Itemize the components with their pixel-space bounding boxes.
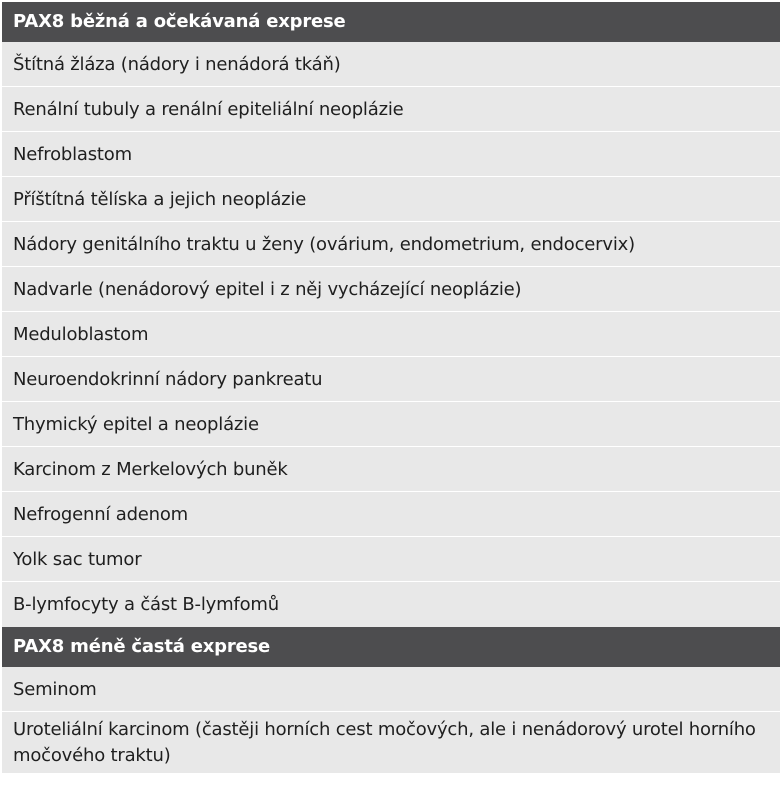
pax8-expression-table bbox=[2, 2, 780, 773]
table-row: Yolk sac tumor bbox=[2, 537, 780, 582]
table-row: Příštítná tělíska a jejich neoplázie bbox=[2, 177, 780, 222]
section-header-less-common-expression: PAX8 méně častá exprese bbox=[2, 627, 780, 667]
table-row: Thymický epitel a neoplázie bbox=[2, 402, 780, 447]
table-row: Štítná žláza (nádory i nenádorá tkáň) bbox=[2, 42, 780, 87]
table-row: Renální tubuly a renální epiteliální neoplázie bbox=[2, 87, 780, 132]
table-row: Nefroblastom bbox=[2, 132, 780, 177]
table-row: Nefrogenní adenom bbox=[2, 492, 780, 537]
table-row: Seminom bbox=[2, 667, 780, 712]
table-row: Uroteliální karcinom (častěji horních cest močových, ale i nenádorový urotel horního močového traktu) bbox=[13, 719, 756, 766]
table-row: B-lymfocyty a část B-lymfomů bbox=[13, 594, 279, 615]
table-row: Neuroendokrinní nádory pankreatu bbox=[2, 357, 780, 402]
table-row: Nádory genitálního traktu u ženy (ovárium, endometrium, endocervix) bbox=[2, 222, 780, 267]
section-header-common-expression: PAX8 běžná a očekávaná exprese bbox=[2, 2, 780, 42]
table-row: Meduloblastom bbox=[2, 312, 780, 357]
table-row: Nadvarle (nenádorový epitel i z něj vycházející neoplázie) bbox=[2, 267, 780, 312]
table-row: Karcinom z Merkelových buněk bbox=[2, 447, 780, 492]
